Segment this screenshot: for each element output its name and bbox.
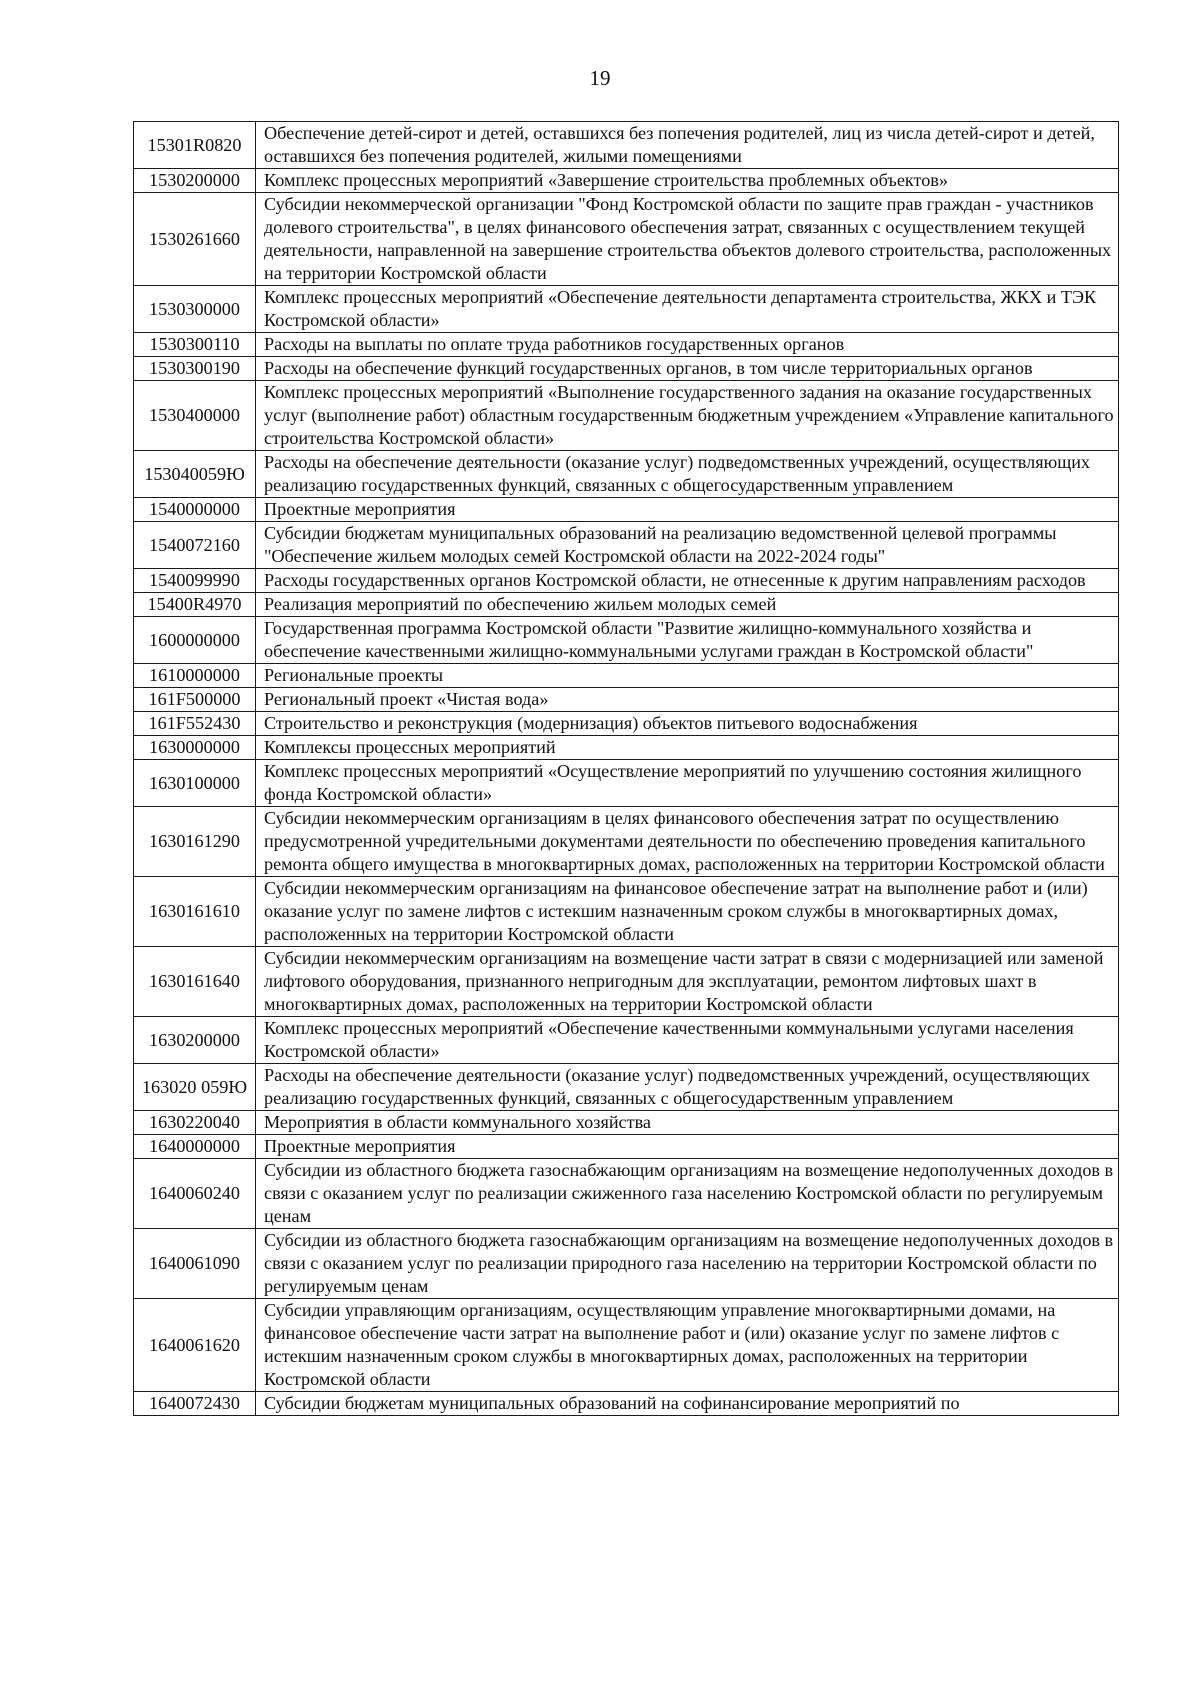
row-description: Субсидии из областного бюджета газоснабжающим организациям на возмещение недополученных доходов в связи с оказанием услуг по реализации природного газа населению на территории Костромской области по регулируемым ценам <box>256 1229 1119 1299</box>
table-row <box>134 877 1119 947</box>
row-description: Региональные проекты <box>256 664 1119 688</box>
row-code: 15400R4970 <box>134 593 256 617</box>
table-row <box>134 1392 1119 1416</box>
row-description: Проектные мероприятия <box>256 498 1119 522</box>
table-row <box>134 1135 1119 1159</box>
row-description: Субсидии некоммерческим организациям на финансовое обеспечение затрат на выполнение работ и (или) оказание услуг по замене лифтов с истекшим назначенным сроком службы в многоквартирных домах, расположенных на территории Костромской области <box>256 877 1119 947</box>
row-description: Расходы на обеспечение деятельности (оказание услуг) подведомственных учреждений, осуществляющих реализацию государственных функций, связанных с общегосударственным управлением <box>256 451 1119 498</box>
row-description: Мероприятия в области коммунального хозяйства <box>256 1111 1119 1135</box>
table-row <box>134 122 1119 169</box>
table-row <box>134 593 1119 617</box>
table-row <box>134 333 1119 357</box>
row-code: 1530300190 <box>134 357 256 381</box>
row-code: 153040059Ю <box>134 451 256 498</box>
table-row <box>134 1064 1119 1111</box>
row-description: Реализация мероприятий по обеспечению жильем молодых семей <box>256 593 1119 617</box>
row-code: 1640061620 <box>134 1299 256 1392</box>
row-description: Субсидии бюджетам муниципальных образований на софинансирование мероприятий по <box>256 1392 1119 1416</box>
row-code: 1630100000 <box>134 760 256 807</box>
row-description: Комплекс процессных мероприятий «Осуществление мероприятий по улучшению состояния жилищного фонда Костромской области» <box>256 760 1119 807</box>
row-description: Расходы на обеспечение функций государственных органов, в том числе территориальных органов <box>256 357 1119 381</box>
row-code: 1630200000 <box>134 1017 256 1064</box>
table-row <box>134 169 1119 193</box>
table-body <box>134 122 1119 1416</box>
row-description: Субсидии некоммерческой организации "Фонд Костромской области по защите прав граждан - участников долевого строительства", в целях финансового обеспечения затрат, связанных с осуществлением текущей деятельности, направленной на завершение строительства объектов долевого строительства, расположенных на территории Костромской области <box>256 193 1119 286</box>
row-description: Расходы на обеспечение деятельности (оказание услуг) подведомственных учреждений, осуществляющих реализацию государственных функций, связанных с общегосударственным управлением <box>256 1064 1119 1111</box>
row-code: 15301R0820 <box>134 122 256 169</box>
table-row <box>134 193 1119 286</box>
table-row <box>134 357 1119 381</box>
row-description: Субсидии управляющим организациям, осуществляющим управление многоквартирными домами, на финансовое обеспечение части затрат на выполнение работ и (или) оказание услуг по замене лифтов с истекшим назначенным сроком службы в многоквартирных домах, расположенных на территории Костромской области <box>256 1299 1119 1392</box>
row-code: 1640000000 <box>134 1135 256 1159</box>
table-row <box>134 1111 1119 1135</box>
row-description: Субсидии некоммерческим организациям на возмещение части затрат в связи с модернизацией или заменой лифтового оборудования, признанного непригодным для эксплуатации, ремонтом лифтовых шахт в многоквартирных домах, расположенных на территории Костромской области <box>256 947 1119 1017</box>
row-code: 1540000000 <box>134 498 256 522</box>
row-description: Строительство и реконструкция (модернизация) объектов питьевого водоснабжения <box>256 712 1119 736</box>
row-description: Субсидии бюджетам муниципальных образований на реализацию ведомственной целевой программы "Обеспечение жильем молодых семей Костромской области на 2022-2024 годы" <box>256 522 1119 569</box>
table-row <box>134 381 1119 451</box>
row-description: Комплекс процессных мероприятий «Обеспечение качественными коммунальными услугами населения Костромской области» <box>256 1017 1119 1064</box>
row-code: 1640061090 <box>134 1229 256 1299</box>
table-row <box>134 947 1119 1017</box>
row-code: 1640072430 <box>134 1392 256 1416</box>
row-code: 1530200000 <box>134 169 256 193</box>
row-description: Комплексы процессных мероприятий <box>256 736 1119 760</box>
table-row <box>134 736 1119 760</box>
row-code: 1610000000 <box>134 664 256 688</box>
row-description: Комплекс процессных мероприятий «Обеспечение деятельности департамента строительства, ЖКХ и ТЭК Костромской области» <box>256 286 1119 333</box>
table-row <box>134 498 1119 522</box>
table-row <box>134 1229 1119 1299</box>
budget-codes-table <box>133 121 1119 1416</box>
table-row <box>134 522 1119 569</box>
row-code: 1630161610 <box>134 877 256 947</box>
row-code: 1530300000 <box>134 286 256 333</box>
table-row <box>134 712 1119 736</box>
row-code: 1540072160 <box>134 522 256 569</box>
row-code: 161F552430 <box>134 712 256 736</box>
row-code: 1630220040 <box>134 1111 256 1135</box>
row-description: Государственная программа Костромской области "Развитие жилищно-коммунального хозяйства и обеспечение качественными жилищно-коммунальными услугами граждан в Костромской области" <box>256 617 1119 664</box>
table-row <box>134 807 1119 877</box>
table-row <box>134 451 1119 498</box>
table-row <box>134 688 1119 712</box>
row-code: 1630161640 <box>134 947 256 1017</box>
row-description: Субсидии из областного бюджета газоснабжающим организациям на возмещение недополученных доходов в связи с оказанием услуг по реализации сжиженного газа населению Костромской области по регулируемым ценам <box>256 1159 1119 1229</box>
table-row <box>134 569 1119 593</box>
row-code: 1600000000 <box>134 617 256 664</box>
row-code: 1530400000 <box>134 381 256 451</box>
row-code: 163020 059Ю <box>134 1064 256 1111</box>
table-row <box>134 1159 1119 1229</box>
row-description: Обеспечение детей-сирот и детей, оставшихся без попечения родителей, лиц из числа детей-сирот и детей, оставшихся без попечения родителей, жилыми помещениями <box>256 122 1119 169</box>
table-row <box>134 286 1119 333</box>
row-code: 1640060240 <box>134 1159 256 1229</box>
table-row <box>134 1299 1119 1392</box>
row-code: 1630000000 <box>134 736 256 760</box>
row-description: Комплекс процессных мероприятий «Выполнение государственного задания на оказание государственных услуг (выполнение работ) областным государственным бюджетным учреждением «Управление капитального строительства Костромской области» <box>256 381 1119 451</box>
table-row <box>134 760 1119 807</box>
table-row <box>134 664 1119 688</box>
row-code: 1530261660 <box>134 193 256 286</box>
row-code: 1630161290 <box>134 807 256 877</box>
table-row <box>134 617 1119 664</box>
row-description: Проектные мероприятия <box>256 1135 1119 1159</box>
row-description: Комплекс процессных мероприятий «Завершение строительства проблемных объектов» <box>256 169 1119 193</box>
row-code: 161F500000 <box>134 688 256 712</box>
row-description: Расходы государственных органов Костромской области, не отнесенные к другим направлениям расходов <box>256 569 1119 593</box>
row-description: Региональный проект «Чистая вода» <box>256 688 1119 712</box>
row-description: Расходы на выплаты по оплате труда работников государственных органов <box>256 333 1119 357</box>
page-number: 19 <box>589 66 611 90</box>
table-row <box>134 1017 1119 1064</box>
row-description: Субсидии некоммерческим организациям в целях финансового обеспечения затрат по осуществлению предусмотренной учредительными документами деятельности по обеспечению проведения капитального ремонта общего имущества в многоквартирных домах, расположенных на территории Костромской области <box>256 807 1119 877</box>
row-code: 1540099990 <box>134 569 256 593</box>
row-code: 1530300110 <box>134 333 256 357</box>
